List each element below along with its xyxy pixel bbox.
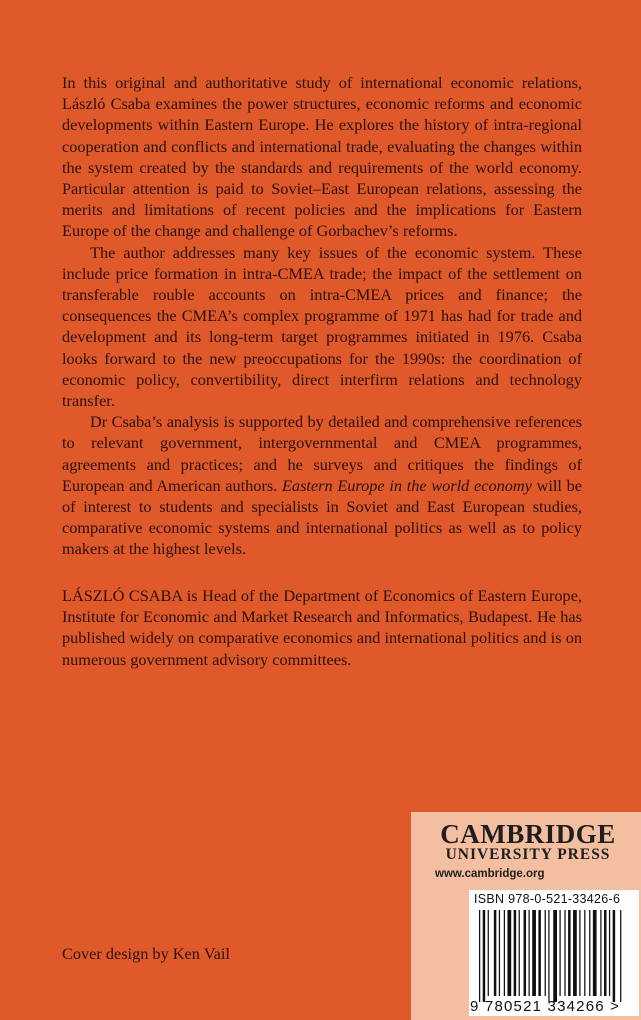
book-title-italic: Eastern Europe in the world economy — [281, 475, 532, 495]
isbn-label: ISBN 978-0-521-33426-6 — [474, 892, 621, 906]
blurb-paragraph-1: In this original and authoritative study of international economic relations, László Csaba examines the power structures, economic reforms and economic developments within Eastern Europe. He explores the history of intra-regional cooperation and conflicts and international trade, evaluating the changes within the system created by the standards and requirements of the world economy. Particular attention is paid to Soviet–East European relations, assessing the merits and limitations of recent policies and the implications for Eastern Europe of the change and challenge of Gorbachev’s reforms. — [62, 73, 582, 241]
barcode-digits: 9 780521 334266 > — [470, 998, 621, 1015]
back-cover-blurb — [62, 72, 582, 560]
publisher-box — [411, 812, 641, 1020]
isbn-barcode — [469, 890, 639, 1016]
cover-design-credit: Cover design by Ken Vail — [62, 944, 230, 963]
publisher-logo-subtitle: UNIVERSITY PRESS — [445, 846, 611, 863]
blurb-paragraph-3-text-a: Dr Csaba’s analysis is supported by detailed and comprehensive references to relevant government, intergovernmental and CMEA programmes, agreements and practices; and he surveys and critiques the findings of European and American authors. — [62, 412, 582, 495]
blurb-paragraph-2: The author addresses many key issues of the economic system. These include price formation in intra-CMEA trade; the impact of the settlement on transferable rouble accounts on intra-CMEA prices and finance; the consequences the CMEA’s complex programme of 1971 has had for trade and development and its long-term target programmes initiated in 1976. Csaba looks forward to the new preoccupations for the 1990s: the coordination of economic policy, convertibility, direct interfirm relations and technology transfer. — [62, 242, 582, 411]
blurb-paragraph-3-text-b: will be of interest to students and specialists in Soviet and East European studies, comparative economic systems and international politics as well as to policy makers at the highest levels. — [62, 475, 582, 559]
blurb-paragraph-3 — [62, 411, 582, 559]
publisher-logo-name: CAMBRIDGE — [440, 819, 616, 849]
publisher-website: www.cambridge.org — [435, 868, 545, 880]
author-bio: LÁSZLÓ CSABA is Head of the Department of Economics of Eastern Europe, Institute for Economic and Market Research and Informatics, Budapest. He has published widely on comparative economics and international politics and is on numerous government advisory committees. — [62, 586, 582, 669]
